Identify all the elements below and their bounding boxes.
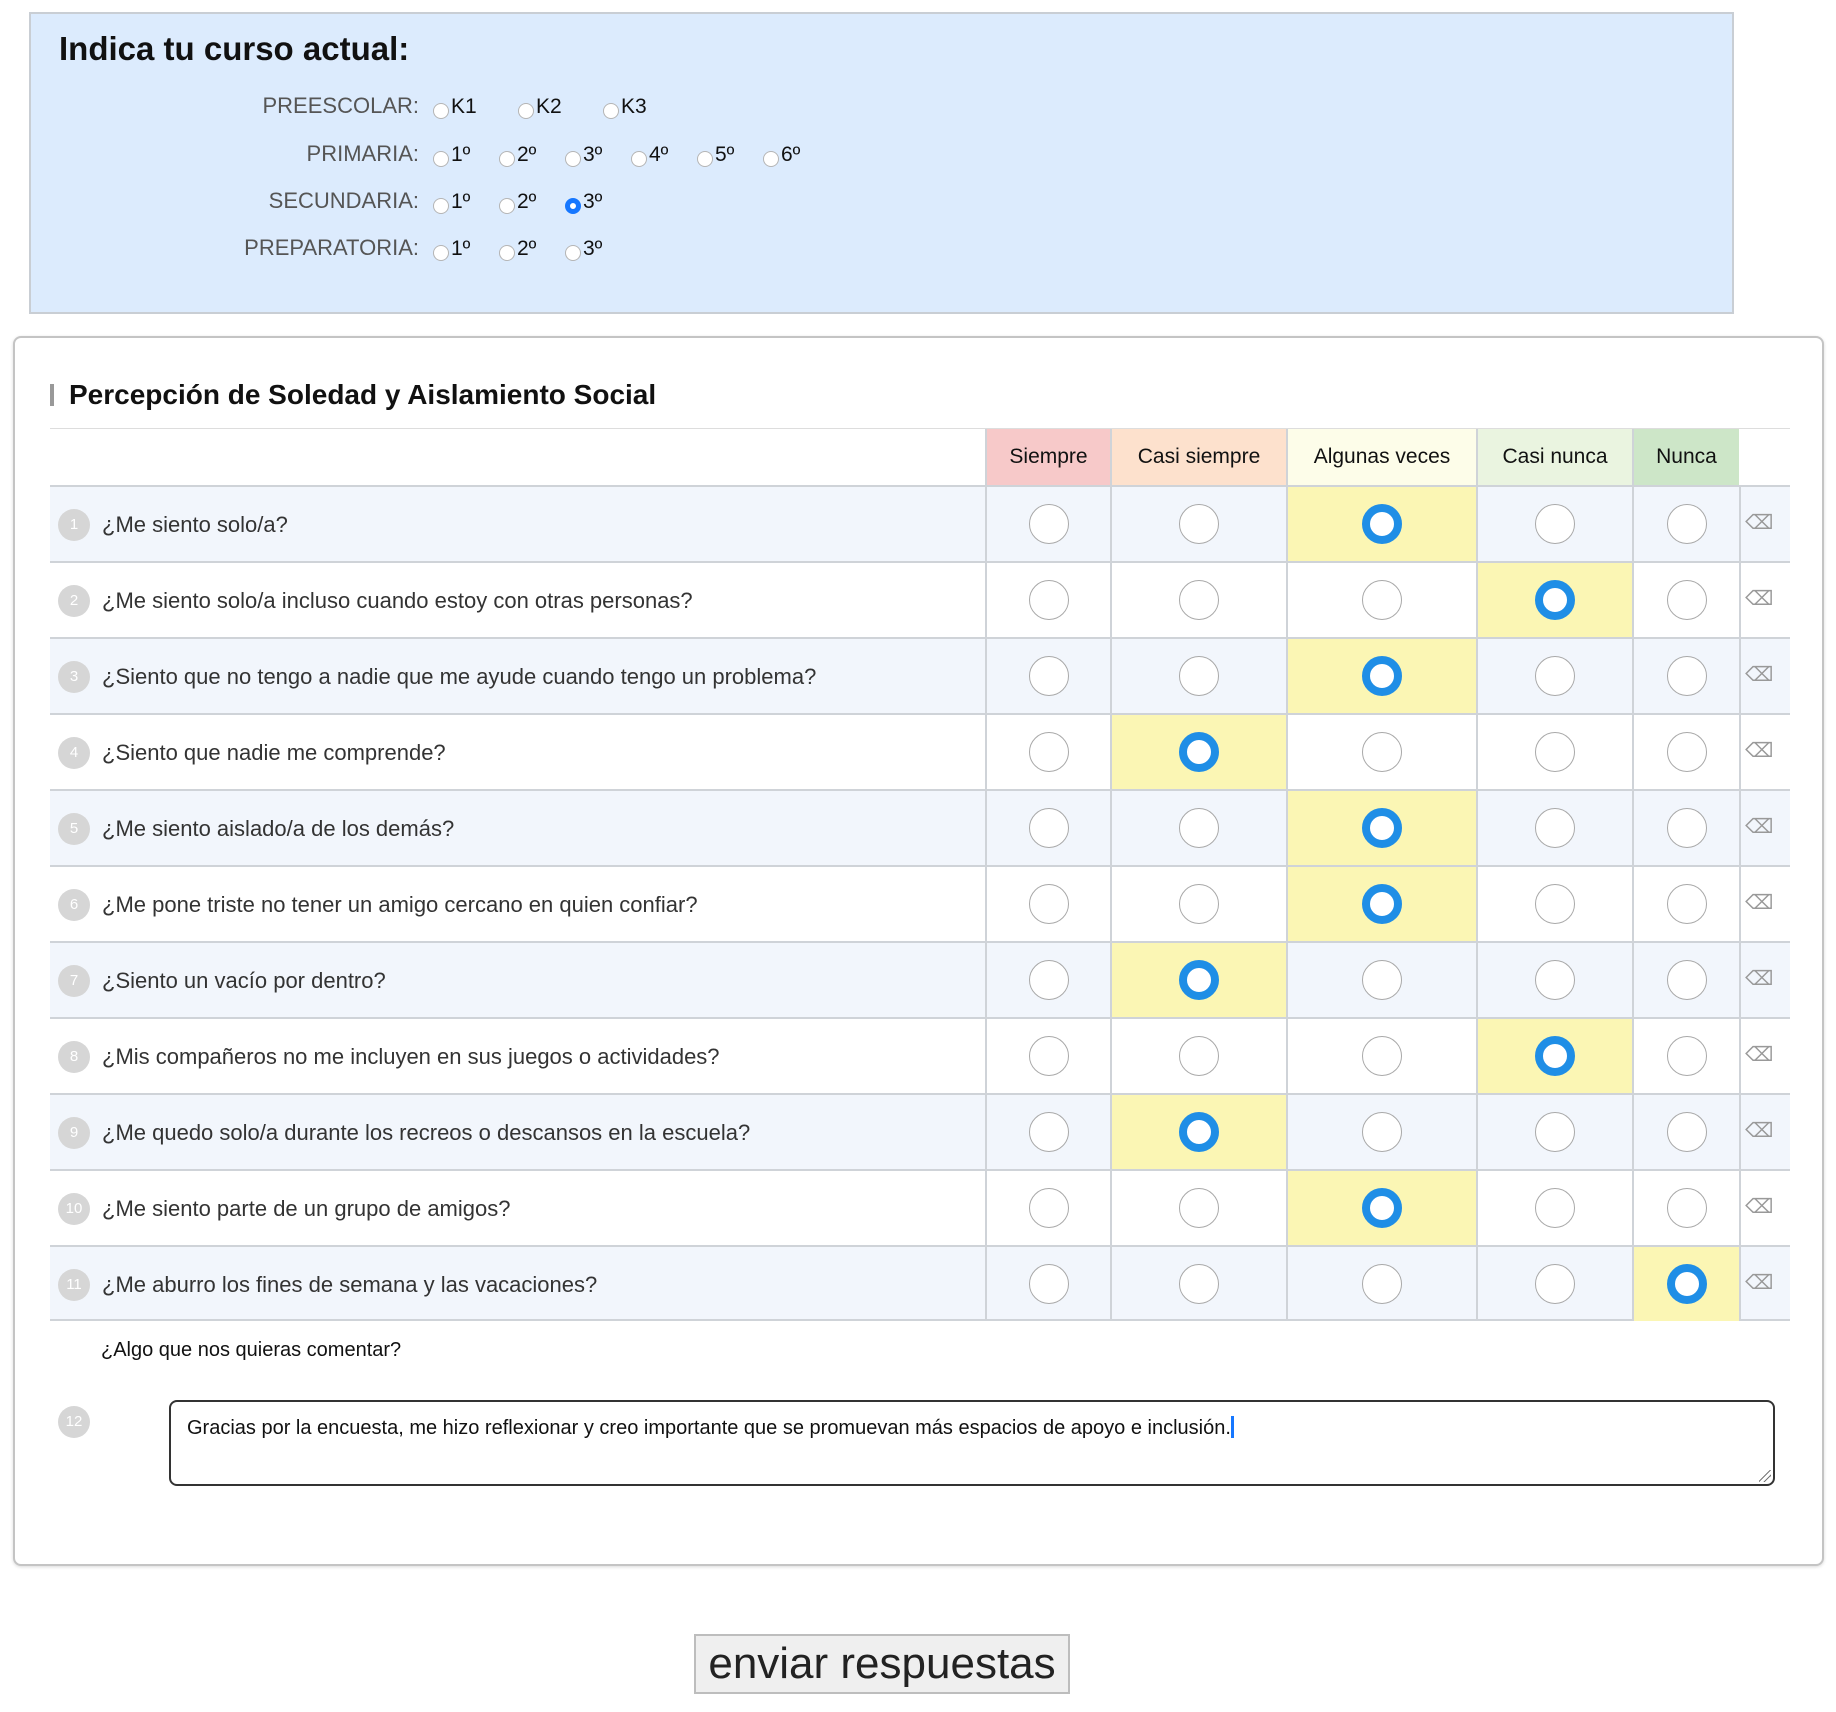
answer-radio[interactable] — [1179, 960, 1219, 1000]
clear-answer-button[interactable] — [1739, 1171, 1790, 1245]
course-radio[interactable] — [603, 103, 619, 119]
course-option-label: K3 — [621, 95, 647, 118]
answer-cell[interactable] — [1110, 791, 1286, 865]
course-option[interactable] — [565, 143, 631, 167]
answer-radio[interactable] — [1179, 580, 1219, 620]
question-text: ¿Me siento parte de un grupo de amigos? — [102, 1196, 511, 1221]
backspace-icon[interactable]: ⌫ — [1745, 1120, 1774, 1142]
course-option[interactable] — [499, 237, 565, 261]
course-option[interactable] — [433, 190, 499, 214]
answer-cell[interactable] — [985, 1171, 1110, 1245]
answer-radio[interactable] — [1667, 656, 1707, 696]
answer-radio[interactable] — [1667, 1036, 1707, 1076]
question-number: 9 — [58, 1117, 90, 1149]
answer-cell[interactable] — [1632, 1247, 1739, 1321]
answer-cell[interactable] — [1286, 639, 1476, 713]
course-radio[interactable] — [697, 151, 713, 167]
course-option[interactable] — [433, 237, 499, 261]
answer-radio[interactable] — [1029, 732, 1069, 772]
answer-radio[interactable] — [1362, 960, 1402, 1000]
question-text: ¿Siento que no tengo a nadie que me ayude cuando tengo un problema? — [102, 664, 817, 689]
course-group-label: PREESCOLAR: — [262, 93, 419, 118]
answer-cell[interactable] — [1632, 1019, 1739, 1093]
question-text: ¿Me siento aislado/a de los demás? — [102, 816, 455, 841]
answer-cell[interactable] — [1632, 639, 1739, 713]
clear-answer-button[interactable] — [1739, 487, 1790, 561]
answer-radio[interactable] — [1535, 960, 1575, 1000]
answer-cell[interactable] — [1110, 715, 1286, 789]
answer-cell[interactable] — [985, 943, 1110, 1017]
answer-cell[interactable] — [1476, 867, 1632, 941]
comment-label: ¿Algo que nos quieras comentar? — [101, 1339, 402, 1361]
answer-cell[interactable] — [1632, 715, 1739, 789]
course-options — [433, 190, 631, 214]
course-panel — [29, 12, 1734, 314]
question-row — [50, 561, 1790, 637]
backspace-icon[interactable]: ⌫ — [1745, 968, 1774, 990]
answer-radio[interactable] — [1535, 884, 1575, 924]
question-row — [50, 1017, 1790, 1093]
answer-radio[interactable] — [1179, 884, 1219, 924]
answer-cell[interactable] — [985, 715, 1110, 789]
backspace-icon[interactable]: ⌫ — [1745, 1196, 1774, 1218]
course-title: Indica tu curso actual: — [59, 30, 410, 67]
course-radio[interactable] — [518, 103, 534, 119]
question-row — [50, 485, 1790, 561]
course-option[interactable] — [518, 95, 603, 119]
question-text: ¿Me siento solo/a incluso cuando estoy con otras personas? — [102, 588, 693, 613]
answer-radio[interactable] — [1362, 656, 1402, 696]
question-row — [50, 941, 1790, 1017]
course-option[interactable] — [565, 190, 631, 214]
backspace-icon[interactable]: ⌫ — [1745, 740, 1774, 762]
answer-cell[interactable] — [1110, 1095, 1286, 1169]
backspace-icon[interactable]: ⌫ — [1745, 588, 1774, 610]
course-option[interactable] — [433, 95, 518, 119]
clear-answer-button[interactable] — [1739, 563, 1790, 637]
course-radio[interactable] — [433, 103, 449, 119]
scale-header-2: Algunas veces — [1286, 429, 1476, 485]
scale-header-row — [50, 428, 1790, 485]
course-options — [433, 237, 631, 261]
course-option-label: 3º — [583, 190, 603, 213]
answer-radio[interactable] — [1179, 1264, 1219, 1304]
question-number: 7 — [58, 965, 90, 997]
scale-header-0: Siempre — [985, 429, 1110, 485]
answer-radio[interactable] — [1029, 884, 1069, 924]
course-row — [31, 231, 1131, 275]
course-option-label: 1º — [451, 143, 471, 166]
answer-radio[interactable] — [1179, 1188, 1219, 1228]
answer-cell[interactable] — [1632, 791, 1739, 865]
answer-cell[interactable] — [985, 639, 1110, 713]
course-option-label: 5º — [715, 143, 735, 166]
question-text: ¿Me siento solo/a? — [102, 512, 288, 537]
answer-radio[interactable] — [1029, 960, 1069, 1000]
answer-cell[interactable] — [1476, 639, 1632, 713]
clear-answer-button[interactable] — [1739, 867, 1790, 941]
course-option[interactable] — [603, 95, 688, 119]
question-number: 1 — [58, 509, 90, 541]
answer-radio[interactable] — [1667, 1264, 1707, 1304]
backspace-icon[interactable]: ⌫ — [1745, 512, 1774, 534]
answer-cell[interactable] — [1286, 791, 1476, 865]
answer-radio[interactable] — [1179, 656, 1219, 696]
answer-radio[interactable] — [1179, 1112, 1219, 1152]
answer-cell[interactable] — [1286, 1247, 1476, 1321]
course-radio[interactable] — [631, 151, 647, 167]
answer-cell[interactable] — [1110, 1171, 1286, 1245]
answer-radio[interactable] — [1667, 732, 1707, 772]
answer-cell[interactable] — [1632, 563, 1739, 637]
answer-cell[interactable] — [1110, 563, 1286, 637]
answer-radio[interactable] — [1362, 808, 1402, 848]
answer-radio[interactable] — [1029, 808, 1069, 848]
course-options — [433, 143, 829, 167]
answer-radio[interactable] — [1362, 1264, 1402, 1304]
answer-radio[interactable] — [1535, 1036, 1575, 1076]
answer-cell[interactable] — [1632, 1095, 1739, 1169]
clear-answer-button[interactable] — [1739, 1247, 1790, 1321]
question-number: 5 — [58, 813, 90, 845]
question-number: 6 — [58, 889, 90, 921]
course-radio[interactable] — [499, 245, 515, 261]
answer-radio[interactable] — [1535, 808, 1575, 848]
question-text: ¿Siento que nadie me comprende? — [102, 740, 446, 765]
answer-cell[interactable] — [1110, 639, 1286, 713]
answer-radio[interactable] — [1667, 504, 1707, 544]
course-radio[interactable] — [763, 151, 779, 167]
answer-cell[interactable] — [1476, 1171, 1632, 1245]
question-text: ¿Mis compañeros no me incluyen en sus juegos o actividades? — [102, 1044, 720, 1069]
answer-cell[interactable] — [1110, 943, 1286, 1017]
question-number: 4 — [58, 737, 90, 769]
answer-cell[interactable] — [1110, 1247, 1286, 1321]
answer-radio[interactable] — [1179, 808, 1219, 848]
answer-radio[interactable] — [1535, 1112, 1575, 1152]
answer-radio[interactable] — [1362, 884, 1402, 924]
answer-radio[interactable] — [1029, 1112, 1069, 1152]
clear-answer-button[interactable] — [1739, 715, 1790, 789]
answer-cell[interactable] — [1286, 563, 1476, 637]
question-row — [50, 637, 1790, 713]
course-option[interactable] — [499, 143, 565, 167]
question-number: 11 — [58, 1269, 90, 1301]
clear-answer-button[interactable] — [1739, 943, 1790, 1017]
text-caret — [1231, 1416, 1234, 1438]
answer-cell[interactable] — [1476, 943, 1632, 1017]
answer-cell[interactable] — [1286, 1019, 1476, 1093]
question-number: 3 — [58, 661, 90, 693]
answer-cell[interactable] — [1632, 867, 1739, 941]
resize-handle-icon[interactable] — [1759, 1470, 1771, 1482]
answer-radio[interactable] — [1535, 580, 1575, 620]
answer-radio[interactable] — [1535, 1188, 1575, 1228]
backspace-icon[interactable]: ⌫ — [1745, 1272, 1774, 1294]
course-option[interactable] — [763, 143, 829, 167]
course-option-label: 2º — [517, 143, 537, 166]
answer-cell[interactable] — [1632, 943, 1739, 1017]
answer-cell[interactable] — [985, 1019, 1110, 1093]
answer-radio[interactable] — [1029, 504, 1069, 544]
course-option[interactable] — [565, 237, 631, 261]
course-option[interactable] — [697, 143, 763, 167]
answer-radio[interactable] — [1362, 1036, 1402, 1076]
course-option[interactable] — [433, 143, 499, 167]
answer-cell[interactable] — [985, 487, 1110, 561]
answer-radio[interactable] — [1029, 1188, 1069, 1228]
answer-radio[interactable] — [1535, 732, 1575, 772]
answer-cell[interactable] — [985, 791, 1110, 865]
clear-answer-button[interactable] — [1739, 1095, 1790, 1169]
answer-cell[interactable] — [1476, 715, 1632, 789]
course-option[interactable] — [631, 143, 697, 167]
answer-cell[interactable] — [1632, 487, 1739, 561]
course-options — [433, 95, 688, 119]
answer-cell[interactable] — [985, 1247, 1110, 1321]
question-row — [50, 789, 1790, 865]
answer-radio[interactable] — [1667, 1188, 1707, 1228]
course-radio[interactable] — [433, 198, 449, 214]
course-option-label: 3º — [583, 237, 603, 260]
backspace-icon[interactable]: ⌫ — [1745, 892, 1774, 914]
question-row — [50, 1169, 1790, 1245]
question-row — [50, 865, 1790, 941]
course-option-label: 3º — [583, 143, 603, 166]
section-title: Percepción de Soledad y Aislamiento Social — [50, 384, 656, 406]
clear-answer-button[interactable] — [1739, 1019, 1790, 1093]
answer-radio[interactable] — [1667, 808, 1707, 848]
question-text: ¿Me pone triste no tener un amigo cercano en quien confiar? — [102, 892, 698, 917]
answer-cell[interactable] — [1110, 867, 1286, 941]
answer-cell[interactable] — [1476, 487, 1632, 561]
course-radio[interactable] — [433, 245, 449, 261]
answer-radio[interactable] — [1029, 1264, 1069, 1304]
course-row — [31, 184, 1131, 228]
answer-cell[interactable] — [1286, 487, 1476, 561]
answer-cell[interactable] — [1286, 715, 1476, 789]
scale-header-4: Nunca — [1632, 429, 1739, 485]
answer-radio[interactable] — [1362, 580, 1402, 620]
answer-cell[interactable] — [1476, 1247, 1632, 1321]
question-row — [50, 713, 1790, 789]
survey-card — [13, 336, 1824, 1566]
submit-button[interactable]: enviar respuestas — [694, 1634, 1070, 1694]
course-option-label: 1º — [451, 190, 471, 213]
course-option-label: 4º — [649, 143, 669, 166]
answer-cell[interactable] — [985, 1095, 1110, 1169]
course-radio[interactable] — [499, 151, 515, 167]
course-option-label: 1º — [451, 237, 471, 260]
course-option-label: K1 — [451, 95, 477, 118]
answer-radio[interactable] — [1362, 732, 1402, 772]
question-number: 10 — [58, 1193, 90, 1225]
answer-radio[interactable] — [1535, 656, 1575, 696]
question-number: 2 — [58, 585, 90, 617]
course-radio[interactable] — [565, 245, 581, 261]
course-option-label: 2º — [517, 190, 537, 213]
answer-radio[interactable] — [1029, 580, 1069, 620]
answer-radio[interactable] — [1362, 504, 1402, 544]
scale-header-1: Casi siempre — [1110, 429, 1286, 485]
answer-radio[interactable] — [1362, 1188, 1402, 1228]
question-number: 12 — [58, 1406, 90, 1438]
scale-header-3: Casi nunca — [1476, 429, 1632, 485]
question-row — [50, 1093, 1790, 1169]
clear-answer-button[interactable] — [1739, 639, 1790, 713]
course-option-label: 6º — [781, 143, 801, 166]
answer-radio[interactable] — [1667, 884, 1707, 924]
course-radio[interactable] — [565, 198, 581, 214]
question-text: ¿Me quedo solo/a durante los recreos o descansos en la escuela? — [102, 1120, 751, 1145]
course-option[interactable] — [499, 190, 565, 214]
answer-cell[interactable] — [1476, 791, 1632, 865]
question-row — [50, 1245, 1790, 1321]
answer-radio[interactable] — [1535, 504, 1575, 544]
course-group-label: SECUNDARIA: — [268, 188, 419, 213]
answer-radio[interactable] — [1179, 504, 1219, 544]
answer-radio[interactable] — [1029, 1036, 1069, 1076]
question-number: 8 — [58, 1041, 90, 1073]
course-radio[interactable] — [433, 151, 449, 167]
backspace-icon[interactable]: ⌫ — [1745, 816, 1774, 838]
answer-cell[interactable] — [985, 563, 1110, 637]
answer-cell[interactable] — [1286, 1171, 1476, 1245]
answer-cell[interactable] — [1110, 487, 1286, 561]
answer-radio[interactable] — [1179, 1036, 1219, 1076]
course-row — [31, 137, 1131, 181]
clear-answer-button[interactable] — [1739, 791, 1790, 865]
backspace-icon[interactable]: ⌫ — [1745, 664, 1774, 686]
comment-text: Gracias por la encuesta, me hizo reflexionar y creo importante que se promuevan más espacios de apoyo e inclusión. — [187, 1417, 1231, 1439]
question-text: ¿Me aburro los fines de semana y las vacaciones? — [102, 1272, 598, 1297]
answer-cell[interactable] — [1476, 1019, 1632, 1093]
answer-radio[interactable] — [1667, 580, 1707, 620]
answer-cell[interactable] — [1286, 943, 1476, 1017]
course-option-label: 2º — [517, 237, 537, 260]
answer-cell[interactable] — [1476, 1095, 1632, 1169]
course-group-label: PREPARATORIA: — [244, 235, 419, 260]
answer-cell[interactable] — [1286, 1095, 1476, 1169]
course-radio[interactable] — [565, 151, 581, 167]
question-text: ¿Siento un vacío por dentro? — [102, 968, 386, 993]
answer-radio[interactable] — [1029, 656, 1069, 696]
comment-textarea[interactable] — [169, 1400, 1775, 1486]
answer-radio[interactable] — [1667, 960, 1707, 1000]
answer-radio[interactable] — [1179, 732, 1219, 772]
answer-cell[interactable] — [985, 867, 1110, 941]
course-row — [31, 89, 1131, 133]
answer-radio[interactable] — [1535, 1264, 1575, 1304]
course-group-label: PRIMARIA: — [306, 141, 419, 166]
answer-cell[interactable] — [1286, 867, 1476, 941]
answer-cell[interactable] — [1110, 1019, 1286, 1093]
backspace-icon[interactable]: ⌫ — [1745, 1044, 1774, 1066]
answer-cell[interactable] — [1476, 563, 1632, 637]
course-radio[interactable] — [499, 198, 515, 214]
answer-radio[interactable] — [1362, 1112, 1402, 1152]
answer-cell[interactable] — [1632, 1171, 1739, 1245]
answer-radio[interactable] — [1667, 1112, 1707, 1152]
survey-grid — [50, 428, 1790, 1321]
course-option-label: K2 — [536, 95, 562, 118]
